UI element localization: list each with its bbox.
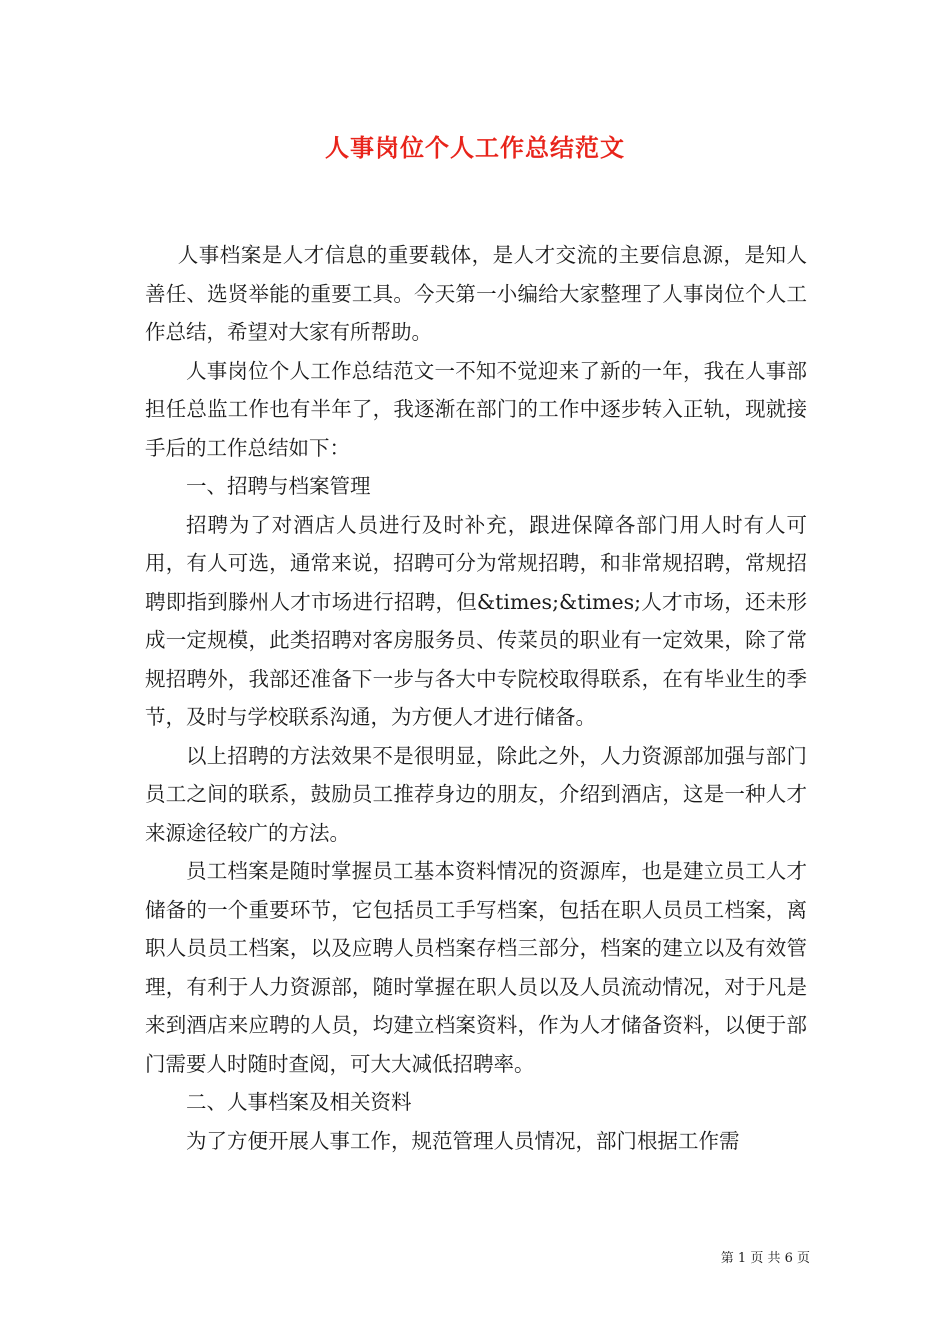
section-heading-personnel-files: 二、人事档案及相关资料 xyxy=(186,1090,412,1114)
document-title: 人事岗位个人工作总结范文 xyxy=(325,133,625,162)
paragraph-recruitment-methods: 以上招聘的方法效果不是很明显，除此之外，人力资源部加强与部门员工之间的联系，鼓励员工推荐身边的朋友，介绍到酒店，这是一种人才来源途径较广的方法。 xyxy=(145,743,807,845)
paragraph-personnel-files: 为了方便开展人事工作，规范管理人员情况，部门根据工作需 xyxy=(186,1128,740,1153)
paragraph-summary-intro: 人事岗位个人工作总结范文一不知不觉迎来了新的一年，我在人事部担任总监工作也有半年了，我逐渐在部门的工作中逐步转入正轨，现就接手后的工作总结如下： xyxy=(145,358,807,460)
page-number: 第 1 页 共 6 页 xyxy=(720,1251,810,1266)
paragraph-employee-files: 员工档案是随时掌握员工基本资料情况的资源库，也是建立员工人才储备的一个重要环节，它包括员工手写档案，包括在职人员员工档案，离职人员员工档案，以及应聘人员档案存档三部分，档案的建立以及有效管理，有利于人力资源部，随时掌握在职人员以及人员流动情况，对于凡是来到酒店来应聘的人员，均建立档案资料，作为人才储备资料，以便于部门需要人时随时查阅，可大大减低招聘率。 xyxy=(145,859,807,1076)
section-heading-recruitment: 一、招聘与档案管理 xyxy=(186,474,371,498)
intro-paragraph: 人事档案是人才信息的重要载体，是人才交流的主要信息源，是知人善任、选贤举能的重要工具。今天第一小编给大家整理了人事岗位个人工作总结，希望对大家有所帮助。 xyxy=(145,243,807,344)
document-body xyxy=(145,236,807,1160)
paragraph-recruitment: 招聘为了对酒店人员进行及时补充，跟进保障各部门用人时有人可用，有人可选，通常来说，招聘可分为常规招聘，和非常规招聘，常规招聘即指到滕州人才市场进行招聘，但&times;&times;人才市场，还未形成一定规模，此类招聘对客房服务员、传菜员的职业有一定效果，除了常规招聘外，我部还准备下一步与各大中专院校取得联系，在有毕业生的季节，及时与学校联系沟通，为方便人才进行储备。 xyxy=(145,512,807,729)
